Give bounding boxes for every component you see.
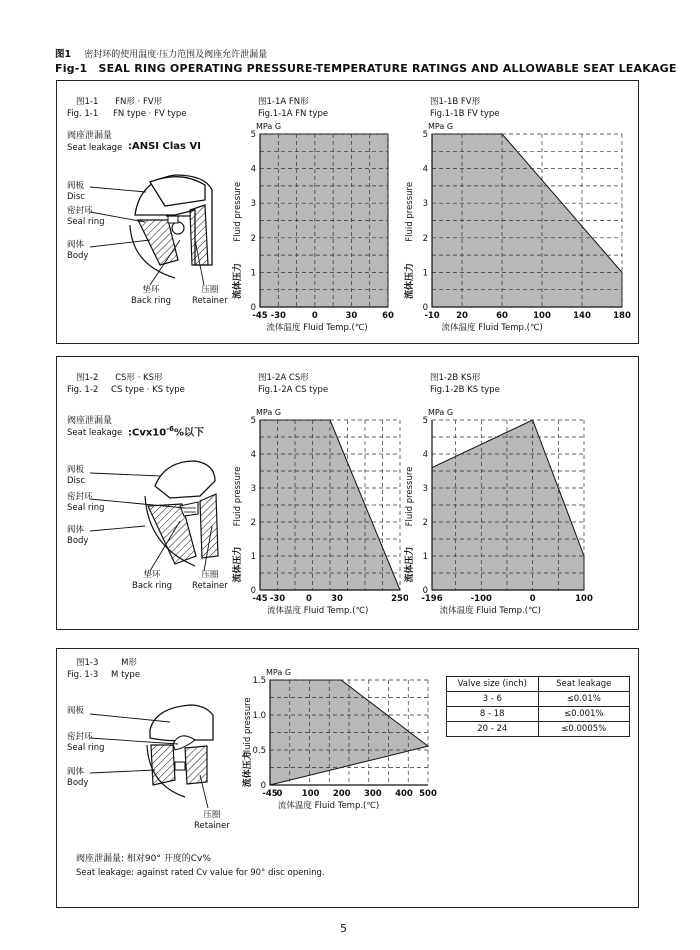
label-en: Retainer <box>192 581 228 591</box>
label-en: Back ring <box>131 296 171 306</box>
y-axis-label-en: Fluid pressure <box>405 181 415 242</box>
axis-unit-label: MPa G <box>256 122 282 131</box>
y-tick-label: 1 <box>250 552 256 562</box>
table-cell: ≤0.01% <box>538 692 630 707</box>
chart-title-zh: 图1-2A CS形 <box>258 373 309 383</box>
panel1-fig-zh: 图1-1 <box>76 97 99 107</box>
x-tick-label: 100 <box>575 594 593 604</box>
panel3-type-en: M type <box>111 670 141 680</box>
table-cell: ≤0.001% <box>538 707 630 722</box>
panel2-title-zh <box>76 373 163 384</box>
panel2-leakage-en: Seat leakage <box>67 428 123 438</box>
x-tick-label: -30 <box>270 311 286 321</box>
label-en: Body <box>67 778 89 788</box>
panel3-note-en: Seat leakage: against rated Cv value for 90° disc opening. <box>76 868 325 878</box>
label-zh: 阀板 <box>67 181 85 191</box>
panel2-leader-lines <box>90 456 220 576</box>
y-tick-label: 5 <box>250 416 256 426</box>
y-tick-label: 3 <box>250 484 256 494</box>
x-tick-label: 500 <box>419 789 437 799</box>
label-zh: 阀体 <box>67 767 85 777</box>
chart-svg <box>400 92 635 342</box>
panel1-label-disc <box>67 181 85 203</box>
y-tick-label: 0 <box>422 303 428 313</box>
panel2-leakage-value <box>128 424 204 438</box>
label-en: Seal ring <box>67 217 105 227</box>
y-tick-label: 1 <box>422 268 428 279</box>
y-tick-label: 5 <box>422 416 428 426</box>
x-tick-label: 300 <box>363 789 382 799</box>
table-header-row <box>447 677 630 692</box>
label-zh: 垫环 <box>142 285 160 295</box>
x-axis-label: 流体温度 Fluid Temp.(℃) <box>277 801 380 811</box>
x-tick-label: 0 <box>529 594 536 604</box>
y-tick-label: 4 <box>250 450 256 460</box>
x-axis-label: 流体温度 Fluid Temp.(℃) <box>267 606 369 616</box>
y-tick-label: 2 <box>422 518 428 528</box>
y-tick-label: 1.5 <box>252 676 266 686</box>
panel1-leader-lines <box>90 170 210 290</box>
label-en: Disc <box>67 192 86 202</box>
label-en: Disc <box>67 476 86 486</box>
y-axis-label-en: Fluid pressure <box>243 697 253 758</box>
chart-title-zh: 图1-1B FV形 <box>430 97 481 107</box>
x-tick-label: 140 <box>573 311 591 321</box>
chart-svg <box>228 368 408 623</box>
label-en: Retainer <box>194 821 230 831</box>
table-cell: 3 - 6 <box>447 692 539 707</box>
panel3-fig-zh: 图1-3 <box>76 658 99 668</box>
chart-title-en: Fig.1-1A FN type <box>258 109 329 119</box>
fig-title-zh: 密封环的使用温度·压力范围及阀座允许泄漏量 <box>84 50 268 60</box>
y-tick-label: 4 <box>422 450 428 460</box>
table-cell: ≤0.0005% <box>538 722 630 737</box>
y-tick-label: 5 <box>250 130 256 140</box>
x-tick-label: -30 <box>269 594 286 604</box>
panel1-leakage-value: :ANSI Clas VI <box>128 141 201 152</box>
y-tick-label: 4 <box>422 164 428 175</box>
y-tick-label: 0 <box>422 586 428 596</box>
panel1-type-en: FN type · FV type <box>113 109 187 119</box>
x-axis-label: 流体温度 Fluid Temp.(℃) <box>266 323 368 333</box>
label-en: Retainer <box>192 296 228 306</box>
table-row <box>447 707 630 722</box>
x-tick-label: -45 <box>252 594 268 604</box>
y-axis-label-zh: 流体压力 <box>243 751 253 788</box>
panel3-fig-en: Fig. 1-3 <box>67 670 99 680</box>
label-zh: 阀板 <box>67 465 85 475</box>
leak-value-suffix: %以下 <box>174 427 205 439</box>
x-tick-label: 180 <box>613 311 631 321</box>
chart-title-en: Fig.1-1B FV type <box>430 109 500 119</box>
chart-fig-1-1b <box>400 92 635 342</box>
y-axis-label-en: Fluid pressure <box>405 466 415 527</box>
panel2-label-disc <box>67 465 85 487</box>
label-zh: 压圈 <box>203 810 221 820</box>
page-number: 5 <box>340 922 347 935</box>
label-zh: 压圈 <box>201 570 219 580</box>
label-en: Body <box>67 251 89 261</box>
panel3-label-body <box>67 767 88 789</box>
x-tick-label: -100 <box>470 594 492 604</box>
fig-number-zh: 图1 <box>55 49 72 60</box>
x-tick-label: 60 <box>496 311 508 321</box>
x-tick-label: 60 <box>382 311 394 321</box>
x-tick-label: 400 <box>395 789 413 799</box>
y-tick-label: 2 <box>250 233 256 244</box>
panel2-leakage-zh: 阀座泄漏量 <box>67 416 113 426</box>
label-zh: 密封环 <box>67 492 93 502</box>
chart-title-en: Fig.1-2A CS type <box>258 385 329 395</box>
table-cell: 20 - 24 <box>447 722 539 737</box>
panel1-fig-en: Fig. 1-1 <box>67 109 99 119</box>
y-tick-label: 0 <box>260 781 266 791</box>
panel2-label-body <box>67 525 88 547</box>
axis-unit-label: MPa G <box>266 668 292 677</box>
y-axis-label-zh: 流体压力 <box>405 546 415 583</box>
fig-title-en: SEAL RING OPERATING PRESSURE-TEMPERATURE RATINGS AND ALLOWABLE SEAT LEAKAGE <box>98 62 677 75</box>
y-axis-label-zh: 流体压力 <box>405 263 415 300</box>
x-tick-label: 30 <box>331 594 343 604</box>
x-tick-label: 0 <box>306 594 312 604</box>
y-tick-label: 3 <box>422 199 428 210</box>
label-en: Body <box>67 536 89 546</box>
panel1-title-zh <box>76 97 162 108</box>
x-tick-label: -45 <box>262 789 278 799</box>
figure-heading-en <box>55 57 677 76</box>
x-tick-label: 0 <box>276 789 283 799</box>
chart-fig-1-1a <box>228 92 398 342</box>
panel3-note-zh: 阀座泄漏量: 相对90° 开度的Cv% <box>76 854 211 864</box>
x-tick-label: 250 <box>391 594 408 604</box>
label-zh: 阀板 <box>67 706 85 716</box>
axis-unit-label: MPa G <box>428 408 454 417</box>
leak-value-main: :Cvx10 <box>128 427 167 439</box>
panel2-type-en: CS type · KS type <box>111 385 185 395</box>
table-header-cell: Valve size (inch) <box>447 677 539 692</box>
label-en: Seal ring <box>67 743 105 753</box>
chart-fig-1-2a <box>228 368 408 623</box>
label-zh: 垫环 <box>143 570 161 580</box>
table-header-cell: Seat leakage <box>538 677 630 692</box>
y-tick-label: 1.0 <box>252 711 266 721</box>
y-tick-label: 2 <box>250 518 256 528</box>
y-tick-label: 0 <box>250 303 256 313</box>
y-tick-label: 4 <box>250 164 256 175</box>
table-cell: 8 - 18 <box>447 707 539 722</box>
x-tick-label: 200 <box>332 789 351 799</box>
y-tick-label: 0 <box>250 586 256 596</box>
label-zh: 阀体 <box>67 525 85 535</box>
x-tick-label: -196 <box>421 594 443 604</box>
chart-svg <box>228 660 438 830</box>
label-en: Seal ring <box>67 503 105 513</box>
chart-svg <box>228 92 398 342</box>
y-axis-label-zh: 流体压力 <box>233 546 243 583</box>
seat-leakage-table <box>446 676 630 737</box>
x-tick-label: 30 <box>345 311 358 321</box>
panel3-type-zh: M形 <box>121 658 137 668</box>
x-tick-label: -45 <box>252 311 268 321</box>
y-tick-label: 5 <box>422 130 428 140</box>
table-row <box>447 722 630 737</box>
label-zh: 压圈 <box>201 285 219 295</box>
chart-title-zh: 图1-1A FN形 <box>258 97 309 107</box>
panel3-title-zh <box>76 658 137 669</box>
panel2-title-en <box>67 385 185 396</box>
y-tick-label: 2 <box>422 233 428 244</box>
panel1-leakage-en: Seat leakage <box>67 143 123 153</box>
panel3-leader-lines <box>90 700 220 810</box>
y-tick-label: 3 <box>422 484 428 494</box>
x-axis-label: 流体温度 Fluid Temp.(℃) <box>439 606 541 616</box>
panel2-type-zh: CS形 · KS形 <box>115 373 163 383</box>
y-tick-label: 1 <box>250 268 256 279</box>
panel1-leakage-zh: 阀座泄漏量 <box>67 131 113 141</box>
y-axis-label-en: Fluid pressure <box>233 466 243 527</box>
chart-title-zh: 图1-2B KS形 <box>430 373 481 383</box>
label-zh: 阀体 <box>67 240 85 250</box>
x-tick-label: 0 <box>311 311 318 321</box>
y-tick-label: 1 <box>422 552 428 562</box>
panel3-label-disc <box>67 706 84 717</box>
panel1-type-zh: FN形 · FV形 <box>115 97 163 107</box>
panel1-title-en <box>67 109 186 120</box>
table-row <box>447 692 630 707</box>
chart-fig-1-2b <box>400 368 610 623</box>
x-axis-label: 流体温度 Fluid Temp.(℃) <box>441 323 543 333</box>
x-tick-label: 100 <box>533 311 551 321</box>
chart-svg <box>400 368 610 623</box>
y-tick-label: 0.5 <box>252 746 266 756</box>
panel3-title-en <box>67 670 140 681</box>
label-en: Back ring <box>132 581 172 591</box>
panel2-fig-en: Fig. 1-2 <box>67 385 99 395</box>
x-tick-label: 20 <box>456 311 468 321</box>
x-tick-label: 100 <box>301 789 320 799</box>
y-axis-label-zh: 流体压力 <box>233 263 243 300</box>
axis-unit-label: MPa G <box>256 408 282 417</box>
chart-title-en: Fig.1-2B KS type <box>430 385 500 395</box>
axis-unit-label: MPa G <box>428 122 454 131</box>
label-zh: 密封环 <box>67 206 93 216</box>
panel1-label-body <box>67 240 88 262</box>
panel3-label-retainer <box>194 810 230 832</box>
label-zh: 密封环 <box>67 732 93 742</box>
x-tick-label: -10 <box>424 311 440 321</box>
panel2-fig-zh: 图1-2 <box>76 373 99 383</box>
chart-fig-1-3 <box>228 660 438 830</box>
y-tick-label: 3 <box>250 199 256 210</box>
leak-value-exponent: -6 <box>166 425 175 433</box>
y-axis-label-en: Fluid pressure <box>233 181 243 242</box>
fig-number-en: Fig-1 <box>55 62 88 75</box>
